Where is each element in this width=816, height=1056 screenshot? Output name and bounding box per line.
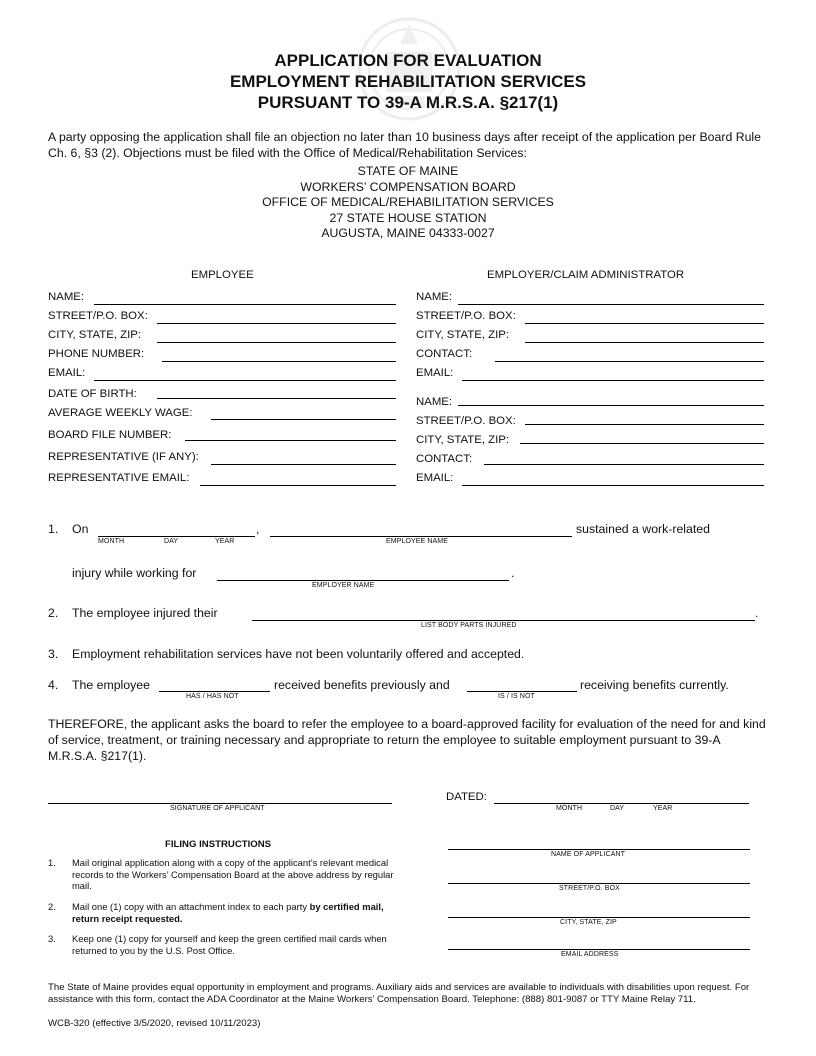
applicant-street-caption: STREET/P.O. BOX bbox=[559, 885, 620, 892]
employee-heading: EMPLOYEE bbox=[191, 269, 254, 281]
employee-email-label: EMAIL: bbox=[48, 367, 86, 379]
employer-street-field[interactable] bbox=[525, 323, 764, 324]
body-parts-caption: LIST BODY PARTS INJURED bbox=[421, 622, 517, 629]
form-title-line3: PURSUANT TO 39-A M.R.S.A. §217(1) bbox=[257, 93, 559, 112]
employee-wage-field[interactable] bbox=[211, 419, 396, 420]
objection-notice: A party opposing the application shall file an objection no later than 10 business days after receipt of the application per Board Rule Ch. 6, §3 (2). Objections must be filed with the Office of Medical/Rehabilitation Services: bbox=[48, 130, 761, 160]
item-1-employee-name-field[interactable] bbox=[270, 536, 572, 537]
employee-rep-label: REPRESENTATIVE (IF ANY): bbox=[48, 451, 199, 463]
address-line-3: OFFICE OF MEDICAL/REHABILITATION SERVICES bbox=[262, 195, 554, 209]
claim-admin-city-field[interactable] bbox=[520, 443, 764, 444]
employee-board-file-field[interactable] bbox=[185, 440, 396, 441]
is-is-not-caption: IS / IS NOT bbox=[498, 693, 535, 700]
has-has-not-field[interactable] bbox=[159, 691, 270, 692]
form-id: WCB-320 (effective 3/5/2020, revised 10/11/2023) bbox=[48, 1018, 261, 1029]
filing-3-number: 3. bbox=[48, 933, 56, 944]
item-4-received: received benefits previously and bbox=[274, 678, 450, 692]
applicant-street-field[interactable] bbox=[448, 883, 750, 884]
item-1-sustained: sustained a work-related bbox=[576, 522, 710, 536]
claim-admin-street-label: STREET/P.O. BOX: bbox=[416, 415, 516, 427]
claim-admin-street-field[interactable] bbox=[525, 424, 764, 425]
dated-day-caption: DAY bbox=[610, 805, 625, 812]
item-1-comma: , bbox=[256, 522, 260, 536]
employee-rep-email-field[interactable] bbox=[200, 485, 396, 486]
claim-admin-name-label: NAME: bbox=[416, 396, 453, 408]
applicant-name-field[interactable] bbox=[448, 849, 750, 850]
applicant-email-caption: EMAIL ADDRESS bbox=[561, 951, 619, 958]
employee-street-field[interactable] bbox=[157, 323, 396, 324]
employee-dob-field[interactable] bbox=[157, 398, 396, 399]
employee-board-file-label: BOARD FILE NUMBER: bbox=[48, 429, 172, 441]
employee-rep-email-label: REPRESENTATIVE EMAIL: bbox=[48, 472, 190, 484]
filing-instruction-2-text: Mail one (1) copy with an attachment index to each party bbox=[72, 901, 310, 912]
body-parts-field[interactable] bbox=[252, 620, 755, 621]
employee-city-field[interactable] bbox=[157, 342, 396, 343]
item-4-employee: The employee bbox=[72, 678, 150, 692]
employer-heading: EMPLOYER/CLAIM ADMINISTRATOR bbox=[487, 269, 685, 281]
address-line-2: WORKERS’ COMPENSATION BOARD bbox=[300, 179, 516, 194]
claim-admin-city-label: CITY, STATE, ZIP: bbox=[416, 434, 510, 446]
item-1-injury-text: injury while working for bbox=[72, 566, 197, 580]
signature-caption: SIGNATURE OF APPLICANT bbox=[170, 805, 265, 812]
date-year-caption: YEAR bbox=[215, 538, 235, 545]
item-1-period: . bbox=[511, 566, 515, 580]
employee-rep-field[interactable] bbox=[211, 464, 396, 465]
ada-notice: The State of Maine provides equal opportunity in employment and programs. Auxiliary aids and services are available to individuals with disabilities upon request. For assistance with this form, contact the ADA Coordinator at the Maine Workers’ Compensation Board. Telephone: (888) 801-9087 or TTY Maine Relay 711. bbox=[48, 982, 750, 1005]
employer-email-field[interactable] bbox=[462, 380, 764, 381]
employee-email-field[interactable] bbox=[94, 380, 396, 381]
applicant-city-caption: CITY, STATE, ZIP bbox=[560, 919, 617, 926]
item-4-receiving: receiving benefits currently. bbox=[580, 678, 729, 692]
address-line-4: 27 STATE HOUSE STATION bbox=[329, 210, 487, 225]
filing-instruction-2 bbox=[72, 901, 404, 924]
item-1-employer-name-field[interactable] bbox=[217, 580, 509, 581]
employee-name-caption: EMPLOYEE NAME bbox=[386, 538, 448, 545]
dated-field[interactable] bbox=[494, 803, 749, 804]
filing-1-number: 1. bbox=[48, 857, 56, 868]
form-title-line2: EMPLOYMENT REHABILITATION SERVICES bbox=[229, 72, 587, 91]
date-day-caption: DAY bbox=[164, 538, 179, 545]
claim-admin-email-field[interactable] bbox=[462, 485, 764, 486]
claim-admin-email-label: EMAIL: bbox=[416, 472, 454, 484]
item-1-on: On bbox=[72, 522, 89, 536]
employee-street-label: STREET/P.O. BOX: bbox=[48, 310, 148, 322]
claim-admin-name-field[interactable] bbox=[458, 405, 764, 406]
dated-month-caption: MONTH bbox=[556, 805, 583, 812]
filing-instruction-1: Mail original application along with a copy of the applicant’s relevant medical records to the Workers’ Compensation Board at the above address by regular mail. bbox=[72, 857, 394, 891]
item-1-number: 1. bbox=[48, 522, 59, 536]
dated-label: DATED: bbox=[446, 791, 487, 803]
applicant-signature-field[interactable] bbox=[48, 803, 392, 804]
form-title-line1: APPLICATION FOR EVALUATION bbox=[274, 51, 542, 70]
claim-admin-contact-field[interactable] bbox=[484, 464, 764, 465]
item-3-text: Employment rehabilitation services have not been voluntarily offered and accepted. bbox=[72, 647, 525, 661]
item-3-number: 3. bbox=[48, 647, 59, 661]
employee-phone-label: PHONE NUMBER: bbox=[48, 348, 145, 360]
filing-instruction-2-bold: by certified mail, return receipt requested. bbox=[72, 901, 384, 924]
employer-contact-label: CONTACT: bbox=[416, 348, 473, 360]
therefore-paragraph: THEREFORE, the applicant asks the board to refer the employee to a board-approved facility for evaluation of the need for and kind of service, treatment, or training necessary and appropriate to return the employee to suitable employment pursuant to 39-A M.R.S.A. §217(1). bbox=[48, 717, 766, 763]
address-line-5: AUGUSTA, MAINE 04333-0027 bbox=[321, 226, 495, 240]
employee-wage-label: AVERAGE WEEKLY WAGE: bbox=[48, 407, 193, 419]
employee-city-label: CITY, STATE, ZIP: bbox=[48, 329, 142, 341]
dated-year-caption: YEAR bbox=[653, 805, 673, 812]
filing-2-number: 2. bbox=[48, 901, 56, 912]
employer-email-label: EMAIL: bbox=[416, 367, 454, 379]
employee-name-label: NAME: bbox=[48, 291, 85, 303]
employer-city-label: CITY, STATE, ZIP: bbox=[416, 329, 510, 341]
employee-phone-field[interactable] bbox=[162, 361, 396, 362]
employee-name-field[interactable] bbox=[94, 304, 396, 305]
employer-contact-field[interactable] bbox=[495, 361, 764, 362]
injury-date-field[interactable] bbox=[98, 536, 255, 537]
employer-city-field[interactable] bbox=[525, 342, 764, 343]
employer-name-field[interactable] bbox=[458, 304, 764, 305]
has-has-not-caption: HAS / HAS NOT bbox=[186, 693, 239, 700]
filing-instructions-heading: FILING INSTRUCTIONS bbox=[165, 839, 272, 850]
employer-name-label: NAME: bbox=[416, 291, 453, 303]
employer-street-label: STREET/P.O. BOX: bbox=[416, 310, 516, 322]
employer-name-caption: EMPLOYER NAME bbox=[312, 582, 375, 589]
item-2-text: The employee injured their bbox=[72, 606, 218, 620]
item-2-period: . bbox=[755, 606, 759, 620]
item-4-number: 4. bbox=[48, 678, 59, 692]
is-is-not-field[interactable] bbox=[467, 691, 577, 692]
filing-instruction-3: Keep one (1) copy for yourself and keep the green certified mail cards when returned to you by the U.S. Post Office. bbox=[72, 933, 387, 956]
claim-admin-contact-label: CONTACT: bbox=[416, 453, 473, 465]
applicant-name-caption: NAME OF APPLICANT bbox=[551, 851, 626, 858]
date-month-caption: MONTH bbox=[98, 538, 125, 545]
applicant-email-field[interactable] bbox=[448, 949, 750, 950]
address-line-1: STATE OF MAINE bbox=[357, 164, 459, 178]
employee-dob-label: DATE OF BIRTH: bbox=[48, 388, 137, 400]
applicant-city-field[interactable] bbox=[448, 917, 750, 918]
item-2-number: 2. bbox=[48, 606, 59, 620]
